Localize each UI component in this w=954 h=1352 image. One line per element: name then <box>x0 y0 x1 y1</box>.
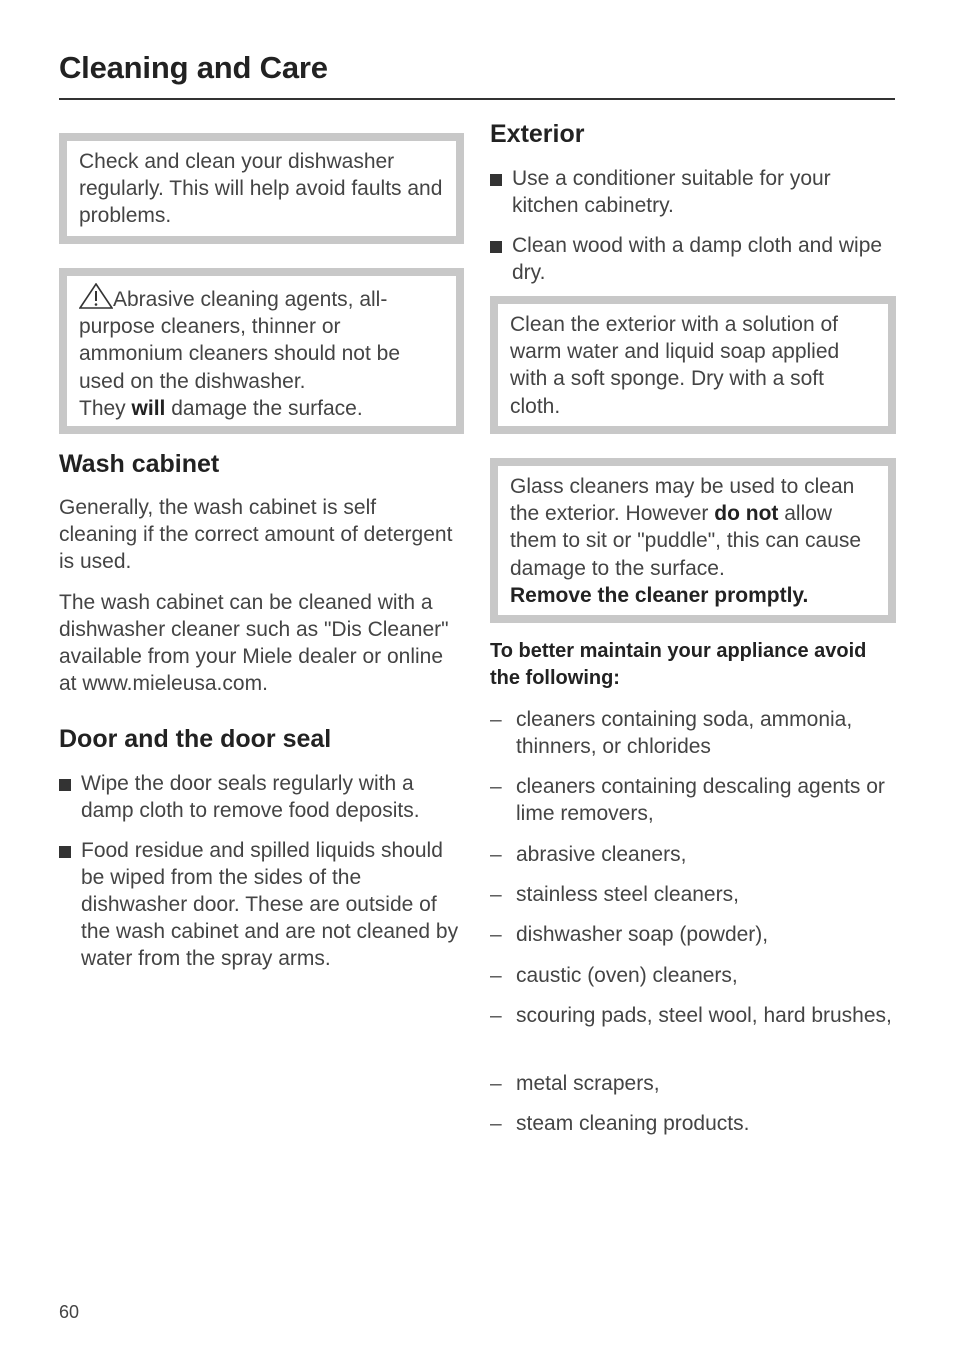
list-item <box>490 165 896 219</box>
list-item-text: steam cleaning products. <box>516 1112 750 1135</box>
list-item <box>490 1110 896 1137</box>
list-item <box>490 841 896 868</box>
door-seal-heading: Door and the door seal <box>59 725 332 753</box>
maintain-lead: To better maintain your appliance avoid the following: <box>490 640 867 689</box>
wash-cabinet-paragraph-2: The wash cabinet can be cleaned with a dishwasher cleaner such as "Dis Cleaner" available from your Miele dealer or online at www.mieleusa.com. <box>59 591 449 695</box>
glass-note-bold-2: Remove the cleaner promptly. <box>510 583 809 607</box>
list-item-text: cleaners containing soda, ammonia, thinners, or chlorides <box>516 708 853 758</box>
title-divider <box>59 98 895 100</box>
intro-note-text: Check and clean your dishwasher regularly. This will help avoid faults and problems. <box>79 150 443 228</box>
list-item <box>490 921 896 948</box>
dash-marker: – <box>490 1004 502 1027</box>
dash-marker: – <box>490 883 502 906</box>
list-item <box>490 1070 896 1097</box>
warning-line2-prefix: They <box>79 396 132 420</box>
page-number: 60 <box>59 1302 80 1322</box>
warning-text: Abrasive cleaning agents, all-purpose cleaners, thinner or ammonium cleaners should not be used on the dishwasher. <box>79 288 401 393</box>
warning-triangle-icon <box>79 283 113 309</box>
glass-note-bold-1: do not <box>714 502 779 526</box>
list-item <box>490 232 896 286</box>
list-item <box>490 1002 896 1029</box>
exterior-note-box <box>490 296 896 434</box>
list-item <box>59 837 467 972</box>
glass-note-text-1: Glass cleaners may be used to clean the exterior. However <box>510 475 855 526</box>
warning-box <box>59 268 464 434</box>
list-item-text: Food residue and spilled liquids should be wiped from the sides of the dishwasher door. These are outside of the wash cabinet and are not cleaned by water from the spray arms. <box>81 839 459 970</box>
dash-marker: – <box>490 1112 502 1135</box>
list-item-text: stainless steel cleaners, <box>516 883 739 906</box>
warning-line2-bold: will <box>131 396 166 420</box>
list-item-text: caustic (oven) cleaners, <box>516 964 738 987</box>
square-bullet-icon <box>59 846 71 858</box>
square-bullet-icon <box>490 241 502 253</box>
wash-cabinet-paragraph-1: Generally, the wash cabinet is self cleaning if the correct amount of detergent is used. <box>59 496 453 573</box>
dash-marker: – <box>490 708 502 731</box>
list-item-text: Wipe the door seals regularly with a damp cloth to remove food deposits. <box>81 772 420 822</box>
list-item-text: scouring pads, steel wool, hard brushes, <box>516 1004 892 1027</box>
list-item-text: Clean wood with a damp cloth and wipe dry. <box>512 234 883 284</box>
glass-cleaner-note-box <box>490 458 896 623</box>
list-item-text: Use a conditioner suitable for your kitchen cabinetry. <box>512 167 831 217</box>
dash-marker: – <box>490 923 502 946</box>
list-item-text: dishwasher soap (powder), <box>516 923 769 946</box>
wash-cabinet-heading: Wash cabinet <box>59 450 220 478</box>
exterior-heading: Exterior <box>490 120 585 148</box>
dash-marker: – <box>490 843 502 866</box>
list-item <box>490 706 896 760</box>
dash-marker: – <box>490 964 502 987</box>
warning-line2-suffix: damage the surface. <box>165 396 363 420</box>
list-item <box>59 770 464 824</box>
intro-note-box <box>59 133 464 244</box>
glass-note-text-2: allow them to sit or "puddle", this can cause damage to the surface. <box>510 502 862 580</box>
list-item <box>490 881 896 908</box>
list-item <box>490 773 896 827</box>
dash-marker: – <box>490 1072 502 1095</box>
list-item-text: cleaners containing descaling agents or lime removers, <box>516 775 885 825</box>
list-item-text: metal scrapers, <box>516 1072 660 1095</box>
square-bullet-icon <box>490 174 502 186</box>
dash-marker: – <box>490 775 502 798</box>
list-item-text: abrasive cleaners, <box>516 843 687 866</box>
exterior-note-text: Clean the exterior with a solution of warm water and liquid soap applied with a soft sponge. Dry with a soft cloth. <box>510 313 840 418</box>
list-item <box>490 962 896 989</box>
page-title: Cleaning and Care <box>59 50 328 85</box>
square-bullet-icon <box>59 779 71 791</box>
